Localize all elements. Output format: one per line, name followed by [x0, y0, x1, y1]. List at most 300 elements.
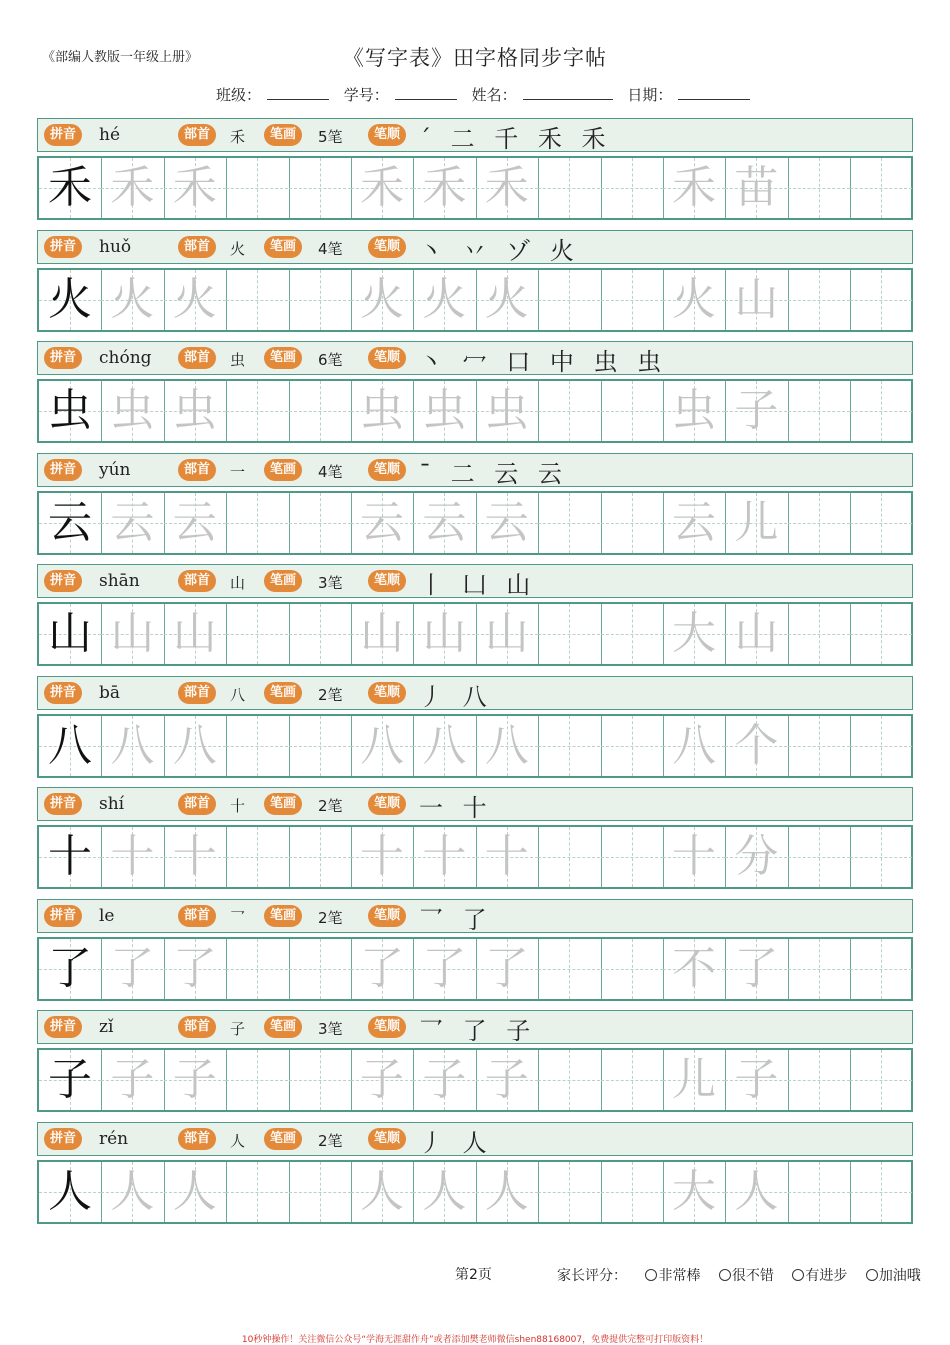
row-header: [37, 341, 913, 375]
trace-character: 山: [422, 608, 467, 659]
writing-cell[interactable]: [725, 716, 787, 776]
trace-character: 火: [672, 273, 716, 325]
writing-cell[interactable]: [538, 939, 600, 999]
tianzi-grid: [37, 268, 913, 332]
cell-guide-vertical: [320, 939, 321, 999]
stroke-order-text: 丿 八: [419, 682, 493, 711]
radical-tag: 部首: [178, 570, 216, 592]
writing-cell[interactable]: [164, 1050, 226, 1110]
stroke-order-text: 丶 丷 ゾ 火: [419, 236, 580, 265]
stroke-count-tag: 笔画: [264, 347, 302, 369]
writing-cell[interactable]: [351, 939, 413, 999]
writing-cell[interactable]: [351, 827, 413, 887]
word-character: 苗: [734, 162, 779, 213]
writing-cell[interactable]: [476, 381, 538, 441]
row-header: [37, 230, 913, 264]
writing-cell[interactable]: [850, 381, 912, 441]
writing-cell[interactable]: [351, 493, 413, 553]
writing-cell[interactable]: [164, 939, 226, 999]
writing-cell[interactable]: [601, 381, 663, 441]
cell-guide-vertical: [632, 1050, 633, 1110]
stroke-count-text: 2笔: [318, 1131, 343, 1150]
cell-guide-vertical: [569, 270, 570, 330]
writing-cell[interactable]: [663, 1162, 725, 1222]
writing-cell[interactable]: [164, 827, 226, 887]
row-header: [37, 1010, 913, 1044]
tianzi-grid: [37, 156, 913, 220]
writing-cell[interactable]: [850, 939, 912, 999]
radio-circle-icon: [719, 1269, 731, 1281]
stroke-count-tag: 笔画: [264, 682, 302, 704]
writing-cell[interactable]: [289, 1050, 351, 1110]
writing-cell[interactable]: [164, 381, 226, 441]
word-character: 分: [734, 831, 779, 882]
stroke-count-text: 3笔: [318, 1020, 343, 1038]
writing-cell[interactable]: [351, 1050, 413, 1110]
cell-guide-vertical: [881, 493, 882, 553]
writing-cell[interactable]: [601, 1050, 663, 1110]
writing-cell[interactable]: [601, 939, 663, 999]
stroke-order-tag: 笔顺: [368, 236, 406, 258]
writing-cell[interactable]: [289, 939, 351, 999]
cell-guide-vertical: [320, 1050, 321, 1110]
trace-character: 十: [360, 831, 404, 882]
writing-cell[interactable]: [289, 381, 351, 441]
writing-cell[interactable]: [39, 381, 101, 441]
pinyin-tag: 拼音: [44, 236, 82, 258]
writing-cell[interactable]: [226, 158, 288, 218]
stroke-order-text: ˊ 二 千 禾 禾: [419, 125, 612, 153]
trace-character: 了: [422, 942, 467, 994]
writing-cell[interactable]: [39, 939, 101, 999]
edition-label: 《部编人教版一年级上册》: [42, 50, 199, 65]
pinyin-text: yún: [99, 459, 131, 480]
writing-cell[interactable]: [101, 716, 163, 776]
class-field[interactable]: [267, 85, 329, 100]
writing-cell[interactable]: [226, 716, 288, 776]
radical-text: 十: [230, 797, 246, 815]
trace-character: 山: [484, 608, 529, 659]
rating-option-label: 有进步: [805, 1268, 848, 1284]
tianzi-grid: [37, 602, 913, 666]
writing-cell[interactable]: [351, 381, 413, 441]
cell-guide-vertical: [881, 716, 882, 776]
cell-guide-vertical: [881, 604, 882, 664]
trace-character: 子: [422, 1054, 467, 1105]
writing-cell[interactable]: [413, 270, 475, 330]
writing-cell[interactable]: [226, 381, 288, 441]
cell-guide-vertical: [257, 493, 258, 553]
writing-cell[interactable]: [725, 939, 787, 999]
writing-cell[interactable]: [289, 604, 351, 664]
writing-cell[interactable]: [788, 716, 850, 776]
writing-cell[interactable]: [351, 1162, 413, 1222]
stroke-count-text: 2笔: [318, 685, 343, 704]
pinyin-tag: 拼音: [44, 459, 82, 481]
writing-cell[interactable]: [413, 716, 475, 776]
stroke-count-tag: 笔画: [264, 236, 302, 258]
writing-cell[interactable]: [601, 716, 663, 776]
cell-guide-vertical: [569, 939, 570, 999]
tianzi-grid: [37, 937, 913, 1001]
cell-guide-vertical: [569, 716, 570, 776]
writing-cell[interactable]: [788, 827, 850, 887]
name-label: 姓名：: [471, 86, 517, 104]
writing-cell[interactable]: [101, 493, 163, 553]
writing-cell[interactable]: [413, 1162, 475, 1222]
writing-cell[interactable]: [289, 493, 351, 553]
trace-character: 山: [172, 608, 217, 659]
trace-character: 山: [110, 608, 155, 659]
model-character: 八: [48, 719, 92, 771]
writing-cell[interactable]: [850, 270, 912, 330]
stroke-order-tag: 笔顺: [368, 459, 406, 481]
writing-cell[interactable]: [101, 1162, 163, 1222]
writing-cell[interactable]: [226, 827, 288, 887]
writing-cell[interactable]: [164, 493, 226, 553]
trace-character: 虫: [484, 385, 529, 436]
radio-circle-icon: [792, 1269, 804, 1281]
writing-cell[interactable]: [725, 381, 787, 441]
writing-cell[interactable]: [164, 158, 226, 218]
writing-cell[interactable]: [788, 1162, 850, 1222]
writing-cell[interactable]: [663, 270, 725, 330]
radio-circle-icon: [866, 1269, 878, 1281]
writing-cell[interactable]: [413, 604, 475, 664]
tianzi-grid: [37, 825, 913, 889]
writing-cell[interactable]: [39, 1162, 101, 1222]
writing-cell[interactable]: [725, 604, 787, 664]
writing-cell[interactable]: [351, 158, 413, 218]
row-header: [37, 564, 913, 598]
tianzi-grid: [37, 1160, 913, 1224]
writing-cell[interactable]: [788, 381, 850, 441]
writing-cell[interactable]: [538, 827, 600, 887]
row-header: [37, 787, 913, 821]
writing-cell[interactable]: [538, 1050, 600, 1110]
word-character: 儿: [734, 496, 779, 548]
trace-character: 禾: [672, 162, 716, 213]
writing-cell[interactable]: [164, 270, 226, 330]
cell-guide-vertical: [632, 493, 633, 553]
cell-guide-vertical: [569, 827, 570, 887]
writing-cell[interactable]: [289, 827, 351, 887]
pinyin-text: le: [99, 905, 115, 926]
writing-cell[interactable]: [413, 493, 475, 553]
pinyin-tag: 拼音: [44, 570, 82, 592]
trace-character: 云: [422, 496, 467, 548]
writing-cell[interactable]: [725, 827, 787, 887]
trace-character: 了: [360, 942, 404, 994]
writing-cell[interactable]: [226, 1162, 288, 1222]
writing-cell[interactable]: [351, 270, 413, 330]
rating-option-good[interactable]: [719, 1268, 774, 1284]
writing-cell[interactable]: [538, 493, 600, 553]
trace-character: 火: [110, 273, 155, 325]
writing-cell[interactable]: [39, 827, 101, 887]
writing-cell[interactable]: [850, 604, 912, 664]
writing-cell[interactable]: [476, 939, 538, 999]
writing-cell[interactable]: [476, 158, 538, 218]
writing-cell[interactable]: [663, 493, 725, 553]
stroke-count-text: 6笔: [318, 351, 343, 369]
trace-character: 山: [360, 608, 404, 659]
stroke-count-tag: 笔画: [264, 1128, 302, 1150]
word-character: 子: [734, 1054, 779, 1105]
writing-cell[interactable]: [788, 604, 850, 664]
writing-cell[interactable]: [413, 1050, 475, 1110]
rating-option-label: 非常棒: [658, 1268, 701, 1284]
writing-cell[interactable]: [725, 1162, 787, 1222]
writing-cell[interactable]: [226, 493, 288, 553]
cell-guide-vertical: [881, 939, 882, 999]
writing-cell[interactable]: [351, 604, 413, 664]
cell-guide-vertical: [257, 939, 258, 999]
writing-cell[interactable]: [850, 1162, 912, 1222]
cell-guide-vertical: [569, 381, 570, 441]
tianzi-grid: [37, 714, 913, 778]
writing-cell[interactable]: [101, 604, 163, 664]
writing-cell[interactable]: [788, 1050, 850, 1110]
stroke-count-tag: 笔画: [264, 570, 302, 592]
writing-cell[interactable]: [601, 604, 663, 664]
cell-guide-vertical: [257, 270, 258, 330]
writing-cell[interactable]: [601, 493, 663, 553]
radical-text: 八: [230, 685, 246, 704]
stroke-count-text: 3笔: [318, 574, 343, 592]
writing-cell[interactable]: [788, 939, 850, 999]
writing-cell[interactable]: [663, 716, 725, 776]
writing-cell[interactable]: [101, 827, 163, 887]
pinyin-text: huǒ: [99, 236, 132, 257]
trace-character: 子: [484, 1054, 529, 1105]
writing-cell[interactable]: [164, 1162, 226, 1222]
model-character: 山: [48, 608, 92, 659]
trace-character: 十: [172, 831, 217, 882]
cell-guide-vertical: [819, 1050, 820, 1110]
word-character: 山: [734, 608, 779, 659]
writing-cell[interactable]: [413, 827, 475, 887]
trace-character: 云: [484, 496, 529, 548]
radical-tag: 部首: [178, 124, 216, 146]
stroke-count-tag: 笔画: [264, 124, 302, 146]
row-header: [37, 676, 913, 710]
writing-cell[interactable]: [39, 270, 101, 330]
writing-cell[interactable]: [39, 158, 101, 218]
writing-cell[interactable]: [164, 604, 226, 664]
date-field[interactable]: [678, 85, 750, 100]
writing-cell[interactable]: [850, 493, 912, 553]
cell-guide-vertical: [320, 827, 321, 887]
writing-cell[interactable]: [538, 604, 600, 664]
writing-cell[interactable]: [39, 493, 101, 553]
writing-cell[interactable]: [476, 827, 538, 887]
writing-cell[interactable]: [663, 381, 725, 441]
writing-cell[interactable]: [101, 270, 163, 330]
cell-guide-vertical: [632, 381, 633, 441]
trace-character: 云: [360, 496, 404, 548]
page-title: 《写字表》田字格同步字帖: [343, 46, 607, 70]
writing-cell[interactable]: [725, 1050, 787, 1110]
trace-character: 八: [672, 719, 716, 771]
writing-cell[interactable]: [226, 604, 288, 664]
name-field[interactable]: [523, 85, 613, 100]
writing-cell[interactable]: [538, 1162, 600, 1222]
writing-cell[interactable]: [601, 158, 663, 218]
writing-cell[interactable]: [850, 158, 912, 218]
writing-cell[interactable]: [289, 158, 351, 218]
stroke-order-tag: 笔顺: [368, 347, 406, 369]
stroke-order-text: 丿 人: [419, 1128, 493, 1157]
rating-option-excellent[interactable]: [645, 1268, 700, 1284]
model-character: 云: [48, 496, 92, 548]
word-character: 儿: [672, 1054, 716, 1105]
rating-option-label: 加油哦: [878, 1268, 921, 1284]
radical-text: 乛: [230, 908, 246, 927]
writing-cell[interactable]: [601, 270, 663, 330]
trace-character: 子: [360, 1054, 404, 1105]
word-character: 个: [734, 719, 779, 771]
writing-cell[interactable]: [351, 716, 413, 776]
tianzi-grid: [37, 1048, 913, 1112]
writing-cell[interactable]: [289, 270, 351, 330]
writing-cell[interactable]: [788, 493, 850, 553]
writing-cell[interactable]: [164, 716, 226, 776]
writing-cell[interactable]: [788, 270, 850, 330]
student-info-row: [216, 84, 760, 105]
writing-cell[interactable]: [101, 939, 163, 999]
cell-guide-vertical: [819, 939, 820, 999]
cell-guide-vertical: [819, 381, 820, 441]
stroke-order-text: 丨 凵 山: [419, 571, 537, 599]
trace-character: 十: [110, 831, 155, 882]
writing-cell[interactable]: [476, 1050, 538, 1110]
pinyin-text: shān: [99, 571, 140, 591]
writing-cell[interactable]: [725, 158, 787, 218]
writing-cell[interactable]: [850, 827, 912, 887]
word-character: 山: [734, 273, 779, 325]
writing-cell[interactable]: [850, 716, 912, 776]
writing-cell[interactable]: [226, 1050, 288, 1110]
cell-guide-vertical: [819, 604, 820, 664]
pinyin-text: chóng: [99, 348, 152, 368]
writing-cell[interactable]: [601, 1162, 663, 1222]
writing-cell[interactable]: [413, 381, 475, 441]
writing-cell[interactable]: [663, 939, 725, 999]
cell-guide-vertical: [632, 604, 633, 664]
pinyin-tag: 拼音: [44, 905, 82, 927]
writing-cell[interactable]: [39, 716, 101, 776]
writing-cell[interactable]: [476, 493, 538, 553]
writing-cell[interactable]: [538, 270, 600, 330]
cell-guide-vertical: [632, 270, 633, 330]
writing-cell[interactable]: [413, 939, 475, 999]
cell-guide-vertical: [819, 827, 820, 887]
stroke-order-text: 乛 了: [419, 905, 493, 934]
writing-cell[interactable]: [476, 270, 538, 330]
writing-cell[interactable]: [663, 827, 725, 887]
writing-cell[interactable]: [476, 604, 538, 664]
date-label: 日期：: [627, 86, 673, 104]
trace-character: 了: [484, 942, 529, 994]
writing-cell[interactable]: [39, 1050, 101, 1110]
writing-cell[interactable]: [663, 604, 725, 664]
trace-character: 禾: [484, 162, 529, 213]
writing-cell[interactable]: [476, 1162, 538, 1222]
radical-text: 禾: [230, 128, 246, 146]
rating-option-keep-going[interactable]: [866, 1268, 921, 1284]
writing-cell[interactable]: [413, 158, 475, 218]
pinyin-text: shí: [99, 794, 125, 814]
trace-character: 虫: [110, 385, 155, 436]
radical-tag: 部首: [178, 459, 216, 481]
cell-guide-vertical: [257, 604, 258, 664]
cell-guide-vertical: [819, 1162, 820, 1222]
rating-label: 家长评分：: [557, 1268, 627, 1284]
trace-character: 虫: [672, 385, 716, 436]
writing-cell[interactable]: [850, 1050, 912, 1110]
radical-text: 火: [230, 239, 246, 258]
model-character: 人: [48, 1165, 92, 1217]
trace-character: 火: [172, 273, 217, 325]
radical-text: 山: [230, 574, 246, 592]
word-character: 大: [672, 1165, 716, 1217]
cell-guide-vertical: [320, 381, 321, 441]
writing-cell[interactable]: [101, 1050, 163, 1110]
writing-cell[interactable]: [725, 270, 787, 330]
radical-tag: 部首: [178, 236, 216, 258]
writing-cell[interactable]: [663, 1050, 725, 1110]
writing-cell[interactable]: [101, 158, 163, 218]
cell-guide-vertical: [881, 381, 882, 441]
stroke-count-text: 2笔: [318, 797, 343, 815]
cell-guide-vertical: [632, 1162, 633, 1222]
writing-cell[interactable]: [289, 1162, 351, 1222]
writing-cell[interactable]: [538, 381, 600, 441]
writing-cell[interactable]: [601, 827, 663, 887]
writing-cell[interactable]: [226, 270, 288, 330]
cell-guide-vertical: [569, 604, 570, 664]
model-character: 虫: [48, 385, 92, 436]
writing-cell[interactable]: [289, 716, 351, 776]
rating-option-label: 很不错: [731, 1268, 774, 1284]
writing-cell[interactable]: [788, 158, 850, 218]
word-character: 不: [672, 942, 716, 994]
stroke-count-text: 4笔: [318, 239, 343, 258]
writing-cell[interactable]: [663, 158, 725, 218]
student-number-field[interactable]: [395, 85, 457, 100]
word-character: 大: [672, 608, 716, 659]
writing-cell[interactable]: [101, 381, 163, 441]
writing-cell[interactable]: [538, 716, 600, 776]
writing-cell[interactable]: [538, 158, 600, 218]
trace-character: 云: [110, 496, 155, 548]
trace-character: 子: [172, 1054, 217, 1105]
rating-option-progress[interactable]: [792, 1268, 847, 1284]
cell-guide-vertical: [632, 939, 633, 999]
cell-guide-vertical: [320, 493, 321, 553]
cell-guide-vertical: [257, 1050, 258, 1110]
cell-guide-vertical: [257, 716, 258, 776]
radical-text: 一: [230, 462, 246, 481]
pinyin-text: hé: [99, 125, 121, 145]
cell-guide-vertical: [632, 158, 633, 218]
writing-cell[interactable]: [725, 493, 787, 553]
writing-cell[interactable]: [39, 604, 101, 664]
trace-character: 八: [172, 719, 217, 771]
writing-cell[interactable]: [476, 716, 538, 776]
writing-cell[interactable]: [226, 939, 288, 999]
